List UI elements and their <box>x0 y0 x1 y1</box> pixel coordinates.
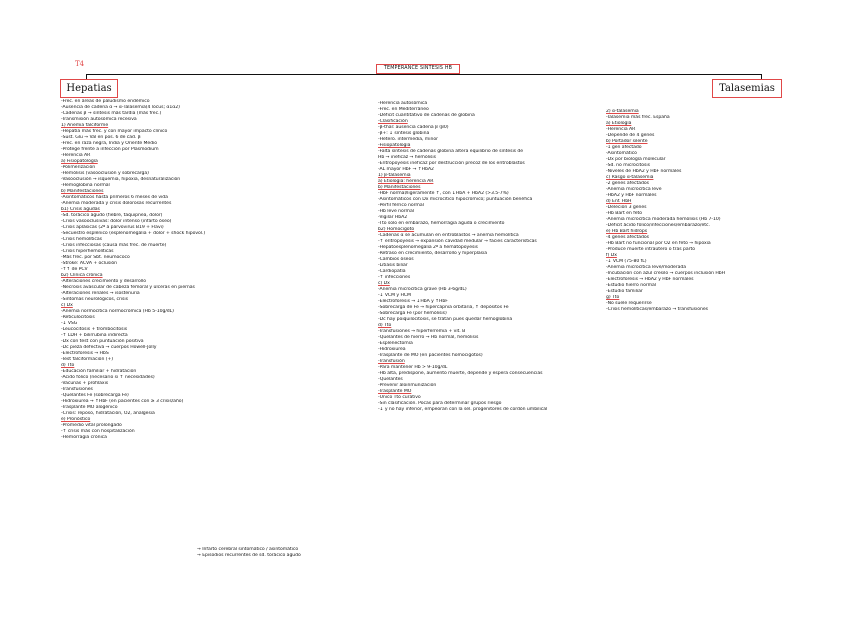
note-line: b) Manifestaciones <box>61 189 104 194</box>
note-line: -Herencia autosómica <box>378 101 428 106</box>
note-line: a) Etiología <box>606 121 632 126</box>
note-line: -Asintomáticos hasta primeros 6 meses de vida <box>61 195 168 200</box>
note-line: -Talasemia más frec. España <box>606 115 670 120</box>
note-line: -Vigilar HbA2 <box>378 215 408 220</box>
note-line: -Sd. no microcitosis <box>606 163 650 168</box>
note-line: -Sust. Glu → Val en pos. 6 de cad. β <box>61 135 141 140</box>
note-line: b) Manifestaciones <box>378 185 421 190</box>
note-line: -↓ VCM (75-80 fL) <box>606 259 647 264</box>
note-line: -Anemia microcítica moderada hemólisis (Hb 7-10) <box>606 217 721 222</box>
note-line: e) Pronóstico <box>61 417 91 422</box>
note-line: -Hepatía más frec. y con mayor impacto clínico <box>61 129 168 134</box>
note-line: -Hb Bart en feto <box>606 211 643 216</box>
note-line: -Hidroxiurea → ↑HbF (en pacientes con ≥ 3 crisis/año) <box>61 399 184 404</box>
note-line: b2) Clínica crónica <box>61 273 103 278</box>
note-line: -Depende de 4 genes <box>606 133 655 138</box>
note-line: -Anemia normocítica normocrómica (Hb 5-10g/dL) <box>61 309 174 314</box>
note-line: -1 gen afectado <box>606 145 642 150</box>
note-line: -Anemia microcítica leve <box>606 187 662 192</box>
note-line: -Anemia microcítica leve/moderada <box>606 265 687 270</box>
note-line: -Ausencia de cadena α → α-Talasemia(4 locus; α1α2) <box>61 105 180 110</box>
note-line: -Único Tto curativo <box>378 395 421 400</box>
note-line: -Crisis hiperhemolíticas <box>61 249 114 254</box>
note-line: -Frec. en raza negra, India y Oriente Medio <box>61 141 158 146</box>
note-line: -Crisis hemolíticas/embarazo → transfusiones <box>606 307 708 312</box>
note-line: -Alteraciones renales → isostenuria <box>61 291 140 296</box>
note-line: -Litiasis biliar <box>378 263 408 268</box>
note-line: -No suele requerirse <box>606 301 652 306</box>
note-line: -↓ y no hay inferior, empeoran con la sel. progenitores de cordón umbilical <box>378 407 548 412</box>
note-line: -Crisis: reposo, hidratación, O2, analgesia <box>61 411 155 416</box>
note-line: -Tto solo en embarazo, hemorragia aguda o crecimiento <box>378 221 505 226</box>
note-line: -Hemorragia crónica <box>61 435 107 440</box>
note-line: -Estudio hierro normal <box>606 283 657 288</box>
note-line: -↓ VSG <box>61 321 78 326</box>
note-line: -Sobrecarga Fe (por hemólisis) <box>378 311 447 316</box>
note-line: -Educación familiar + hidratación <box>61 369 137 374</box>
note-line: -Cardiopatía <box>378 269 406 274</box>
note-line: -Sintomas neurológicos, crisis <box>61 297 128 302</box>
note-line: b) Portador silente <box>606 139 648 144</box>
note-line: -Vacunas + profilaxis <box>61 381 109 386</box>
note-line: a) Fisiopatología <box>61 159 98 164</box>
note-line: -Promedio vital prolongado <box>61 423 122 428</box>
note-line: -Dc pieza defectiva → cuerpos Howell-Jolly <box>61 345 157 350</box>
note-line: -Sd. torácico agudo (fiebre, taquipnea, dolor) <box>61 213 163 218</box>
note-line: -Vasooclusión → isquemia, hipoxia, desnaturalización <box>61 177 181 182</box>
note-line: -Trasplante de MO (en pacientes homocigotos) <box>378 353 483 358</box>
note-line: -Más frec. por Sbt. neumococo <box>61 255 130 260</box>
note-line: → Infarto cerebral sintomático / asintomático <box>197 547 299 552</box>
note-line: -Quelantes de hierro → Hb normal, hemólisis <box>378 335 479 340</box>
note-line: -Transfusiones <box>61 387 93 392</box>
note-line: -2 genes afectados <box>606 181 649 186</box>
note-line: -Clasificación <box>378 119 408 124</box>
note-line: -Ácido fólico (necesario si ↑ necesidades) <box>61 375 155 380</box>
page-title: TEMPERANCE SINTESIS HB <box>376 64 460 74</box>
note-line: -Dc hay poiquilocitosis, se tratan pues quedar hemoglobina <box>378 317 513 322</box>
note-line: -4 genes afectados <box>606 235 649 240</box>
note-line: → Episodios recurrentes de sd. torácico agudo <box>197 553 301 558</box>
note-line: c) Dx <box>378 281 390 286</box>
note-line: -Hb leve normal <box>378 209 414 214</box>
note-line: -Dx con test con puntuación positiva <box>61 339 144 344</box>
section-title-hepatias: Hepatias <box>60 79 118 98</box>
note-line: -Hidroxiurea <box>378 347 406 352</box>
note-line: -Test falciformación (+) <box>61 357 113 362</box>
note-line: -Necrosis avascular de cabeza femoral y úlceras en piernas <box>61 285 195 290</box>
note-line: -Stroke: ACVA + oclusión <box>61 261 118 266</box>
note-line: -Transfusión <box>378 359 405 364</box>
note-line: -Electroforesis → HbA2 y HbF normales <box>606 277 694 282</box>
note-line: -Perfil férrico normal <box>378 203 424 208</box>
note-line: -Esplenectomía <box>378 341 413 346</box>
note-line: 1) Anemia falciforme <box>61 123 109 128</box>
note-line: -β+: ↓ síntesis globina <box>378 131 430 136</box>
note-line: -Eritropoyesis ineficaz por destrucción precoz de los eritroblastos <box>378 161 525 166</box>
note-line: -Asintomático <box>606 151 637 156</box>
note-line: 2) α-talasemia <box>606 109 639 114</box>
note-line: f) Dx <box>606 253 617 258</box>
note-line: -Transmisión autosómica recesiva <box>61 117 137 122</box>
note-line: -Electroforesis → ↓HbA y ↑HbF <box>378 299 448 304</box>
note-line: -Crisis vasooclusivas: dolor intenso (infarto óseo) <box>61 219 172 224</box>
column-3-notes <box>606 109 794 313</box>
note-line: e) Hb Bart hidrops <box>606 229 648 234</box>
note-line: c) Dx <box>61 303 73 308</box>
note-line: -↑↑ de PCV <box>61 267 88 272</box>
note-line: -Retraso en crecimiento, desarrollo y hiperplasia <box>378 251 488 256</box>
note-line: -Niveles de HbA2 y HbF normales <box>606 169 682 174</box>
note-line: -↓ VCM y HCM <box>378 293 411 298</box>
note-line: -β-thal: ausencia cadena β (β0) <box>378 125 449 130</box>
note-line: -↑ LDH + bilirrubina indirecta <box>61 333 128 338</box>
note-line: -Anemia moderada y crisis dolorosas recurrentes <box>61 201 172 206</box>
note-line: -Electroforesis → HbS <box>61 351 109 356</box>
note-line: b1) Crisis agudas <box>61 207 100 212</box>
note-line: -Reticulocitosis <box>61 315 95 320</box>
note-line: -Anemia microcítica grave (Hb 3-6g/dL) <box>378 287 467 292</box>
column-2-notes <box>378 101 610 413</box>
section-title-talasemias: Talasemias <box>712 79 782 98</box>
note-line: -Crisis aplásicas (2ª a parvovirus B19 + Flavi) <box>61 225 164 230</box>
note-line: -Frec. en Mediterráneo <box>378 107 429 112</box>
note-line: -Polimerización <box>61 165 96 170</box>
note-line: -Falta síntesis de cadenas globina altera equilibrio de síntesis de <box>378 149 524 154</box>
note-line: -Protege frente a infección por Plasmodium <box>61 147 159 152</box>
note-line: -Hetero. intermedia, minor <box>378 137 438 142</box>
note-line: -Dx por biología molecular <box>606 157 666 162</box>
note-line: -Incubación con azul cresilo → cuerpos inclusión HbH <box>606 271 726 276</box>
note-line: -Produce muerte intraútero o tras parto <box>606 247 695 252</box>
note-line: -Hemoglobina normal <box>61 183 110 188</box>
note-line: -Herencia AR <box>606 127 636 132</box>
note-line: -Transfusiones → hiperferremia + vit. B <box>378 329 466 334</box>
note-line: -Cadenas α se acumulan en eritroblastos → anemia hemolítica <box>378 233 519 238</box>
note-line: d) Tto <box>61 363 75 368</box>
note-line: -Déficit cuantitativo de cadenas de globina <box>378 113 475 118</box>
note-line: d) Enf. HbH <box>606 199 632 204</box>
note-line: -Sin clasificación. Pocas para determinar grupos riesgo <box>378 401 502 406</box>
note-line: 1) β-talasemia <box>378 173 411 178</box>
note-line: -Para mantener Hb > 9-10g/dL <box>378 365 448 370</box>
note-line: -Secuestro esplénico (esplenomegalia + dolor + shock hipovol.) <box>61 231 206 236</box>
note-line: -Alteraciones crecimiento y desarrollo <box>61 279 147 284</box>
note-line: -AL mayor HbF → ↑HbA2 <box>378 167 434 172</box>
note-line: -↑ eritropoyesis → expansión cavidad medular → facies características <box>378 239 537 244</box>
note-line: -Hemólisis (vasooclusión y sobrecarga) <box>61 171 149 176</box>
note-line: -Quelantes Fe (sobrecarga Fe) <box>61 393 129 398</box>
note-line: -Hepatoesplenomegalia 2ª a hematopoyesis <box>378 245 478 250</box>
note-line: c) Rasgo α-talasemia <box>606 175 654 180</box>
header-rule <box>86 74 762 75</box>
column-1-footnotes <box>197 547 377 559</box>
page-tag: T4 <box>75 60 85 68</box>
note-line: -Asintomáticos con Dx microcítico hipocrómico; puntuación benéfica <box>378 197 533 202</box>
note-line: -↑ crisis más con hospitalización <box>61 429 135 434</box>
note-line: -Fisiopatología <box>378 143 411 148</box>
note-line: d) Tto <box>378 323 392 328</box>
note-line: -Déficit ácido fólico/infecciones/embarazo/etc. <box>606 223 710 228</box>
note-line: -Hb alta, predispone, aumento muerte, depende y espera consecuencias <box>378 371 543 376</box>
note-line: -Deleción 3 genes <box>606 205 647 210</box>
note-line: -Trasplante MO alogénico <box>61 405 118 410</box>
note-line: -Trasplante MO <box>378 389 412 394</box>
note-line: -Crisis infecciosas (causa más frec. de muerte) <box>61 243 167 248</box>
note-line: -Crisis hemolíticas <box>61 237 102 242</box>
note-line: -HbF normal/ligeramente ↑, con ↓HbA + HbA2 (>3.5-7%) <box>378 191 509 196</box>
note-line: -Quelantes <box>378 377 403 382</box>
note-line: -Leucocitosis + trombocitosis <box>61 327 128 332</box>
note-line: -↑ infecciones <box>378 275 411 280</box>
note-line: b2) Homocigoto <box>378 227 415 232</box>
note-line: -Hb Bart no funcional por O2 en feto → hipoxia <box>606 241 711 246</box>
note-line: -Estudio familiar <box>606 289 643 294</box>
note-line: -Herencia AR <box>61 153 91 158</box>
note-line: g) Tto <box>606 295 620 300</box>
column-1-notes <box>61 99 361 441</box>
note-line: Hb → ineficaz → hemólisis <box>378 155 436 160</box>
note-line: -Cambios óseos <box>378 257 414 262</box>
note-line: a) Etiología: herencia AR <box>378 179 434 184</box>
note-line: -Prevenir aloinmunización <box>378 383 437 388</box>
note-line: -Frec. en áreas de paludismo endémico <box>61 99 150 104</box>
note-line: -HbA2 y HbF normales <box>606 193 657 198</box>
note-line: -Sobrecarga de Fe → hipercapnia orbitaria, ↑ depósitos Fe <box>378 305 509 310</box>
note-line: -Cadenas β → síntesis más tardía (más frec.) <box>61 111 162 116</box>
